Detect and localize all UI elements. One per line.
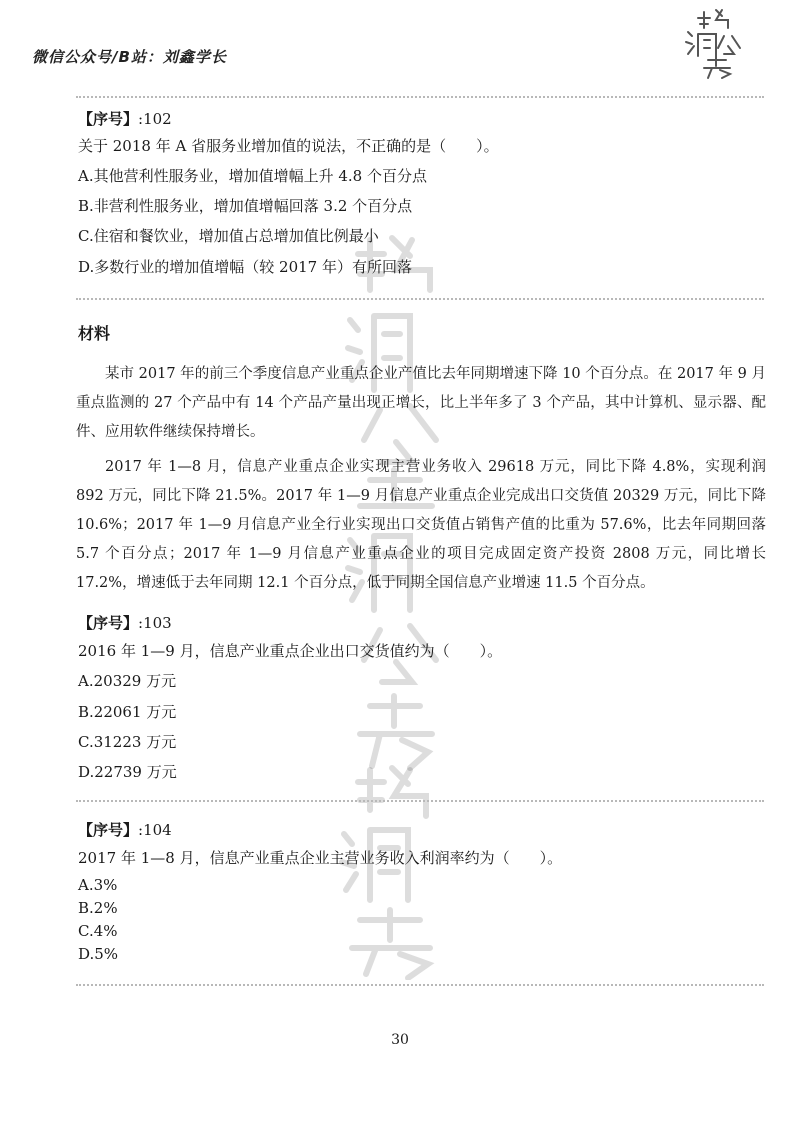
section-divider [76, 298, 764, 300]
option-d: D.多数行业的增加值增幅（较 2017 年）有所回落 [78, 258, 412, 276]
option-a: A.3% [78, 876, 118, 894]
question-label: 【序号】:103 [78, 614, 172, 632]
section-divider [76, 984, 764, 986]
option-c: C.4% [78, 922, 118, 940]
watermark-logo [330, 760, 450, 980]
material-paragraph: 2017 年 1—8 月，信息产业重点企业实现主营业务收入 29618 万元，同比下降 4.8%，实现利润 892 万元，同比下降 21.5%。2017 年 1—9 月信息产业重点企业完成出口交货值 20329 万元，同比下降 10.6%；2017 年 1—9 月信息产业全行业实现出口交货值占销售产值的比重为 57.6%，比去年同期回落 5.7 个百分点；2017 年 1—9 月信息产业重点企业的项目完成固定资产投资 2808 万元，同比增长 17.2%，增速低于去年同期 12.1 个百分点，低于同期全国信息产业增速 11.5 个百分点。 [76, 459, 766, 591]
material-paragraph: 某市 2017 年的前三个季度信息产业重点企业产值比去年同期增速下降 10 个百分点。在 2017 年 9 月重点监测的 27 个产品中有 14 个产品产量出现正增长，比上半年多了 3 个产品，其中计算机、显示器、配件、应用软件继续保持增长。 [76, 366, 766, 440]
option-b: B.2% [78, 899, 118, 917]
question-stem: 2017 年 1—8 月，信息产业重点企业主营业务收入利润率约为（ ）。 [78, 849, 563, 867]
section-divider [76, 800, 764, 802]
option-d: D.22739 万元 [78, 763, 177, 781]
option-b: B.非营利性服务业，增加值增幅回落 3.2 个百分点 [78, 197, 413, 215]
question-label: 【序号】:102 [78, 110, 172, 128]
brand-logo [682, 6, 748, 80]
question-stem: 关于 2018 年 A 省服务业增加值的说法，不正确的是（ ）。 [78, 137, 499, 155]
option-c: C.31223 万元 [78, 733, 177, 751]
section-divider [76, 96, 764, 98]
option-a: A.其他营利性服务业，增加值增幅上升 4.8 个百分点 [78, 167, 427, 185]
question-label: 【序号】:104 [78, 821, 172, 839]
question-stem: 2016 年 1—9 月，信息产业重点企业出口交货值约为（ ）。 [78, 642, 503, 660]
option-d: D.5% [78, 945, 119, 963]
option-a: A.20329 万元 [78, 672, 177, 690]
option-b: B.22061 万元 [78, 703, 177, 721]
option-c: C.住宿和餐饮业，增加值占总增加值比例最小 [78, 227, 379, 245]
page-number: 30 [391, 1032, 409, 1048]
material-title: 材料 [78, 324, 111, 343]
header-title: 微信公众号/B站：刘鑫学长 [32, 48, 227, 66]
